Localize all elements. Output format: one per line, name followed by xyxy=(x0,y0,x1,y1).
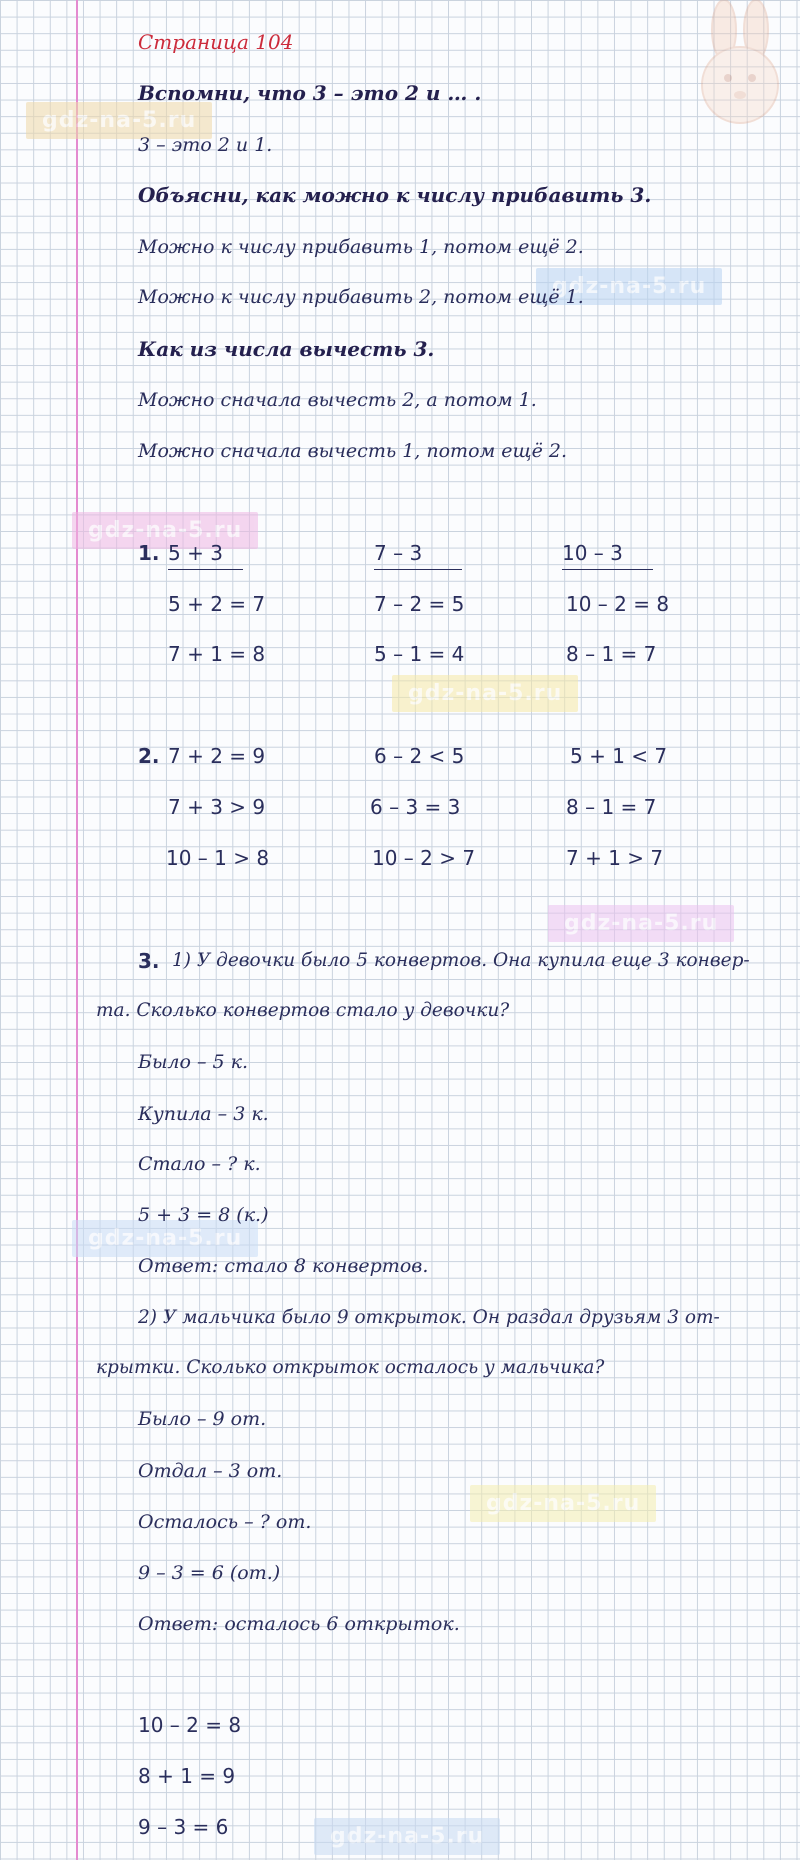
task-3-part-1-given-1: Было – 5 к. xyxy=(138,1051,249,1073)
watermark: gdz-na-5.ru xyxy=(72,1220,258,1257)
task-1-col-2-line-2: 5 – 1 = 4 xyxy=(374,642,465,666)
answer-3-2: Можно сначала вычесть 1, потом ещё 2. xyxy=(138,440,567,462)
watermark: gdz-na-5.ru xyxy=(26,102,212,139)
task-2-col-3-row-2: 8 – 1 = 7 xyxy=(566,795,657,819)
task-1-col-1-head xyxy=(168,541,243,570)
task-3-part-1-solution: 5 + 3 = 8 (к.) xyxy=(138,1204,269,1226)
task-2-col-2-row-2: 6 – 3 = 3 xyxy=(370,795,461,819)
task-3-part-1-line-1: 1) У девочки было 5 конвертов. Она купила еще 3 конвер- xyxy=(172,950,750,971)
bunny-logo-icon xyxy=(684,0,794,130)
task-1-col-2-head-text: 7 – 3 xyxy=(374,541,462,570)
task-1-col-3-head-text: 10 – 3 xyxy=(562,541,653,570)
task-3-part-2-given-1: Было – 9 от. xyxy=(138,1408,267,1430)
task-4-row-1: 10 – 2 = 8 xyxy=(138,1713,242,1737)
task-1-col-3-line-1: 10 – 2 = 8 xyxy=(566,592,670,616)
margin-line xyxy=(76,0,78,1860)
task-3-part-1-answer: Ответ: стало 8 конвертов. xyxy=(138,1255,429,1277)
task-4-row-3: 9 – 3 = 6 xyxy=(138,1815,229,1839)
task-1-col-3-head xyxy=(562,541,653,570)
task-3-part-1-given-2: Купила – 3 к. xyxy=(138,1103,269,1125)
task-3-part-2-given-2: Отдал – 3 от. xyxy=(138,1460,283,1482)
watermark: gdz-na-5.ru xyxy=(548,905,734,942)
task-2-col-1-row-1: 7 + 2 = 9 xyxy=(168,744,266,768)
task-2-number: 2. xyxy=(138,744,160,768)
page-title: Страница 104 xyxy=(138,30,294,54)
watermark: gdz-na-5.ru xyxy=(392,675,578,712)
answer-2-2: Можно к числу прибавить 2, потом ещё 1. xyxy=(138,286,584,308)
watermark: gdz-na-5.ru xyxy=(314,1818,500,1855)
task-3-part-2-given-3: Осталось – ? от. xyxy=(138,1511,312,1533)
task-2-col-2-row-1: 6 – 2 < 5 xyxy=(374,744,465,768)
task-3-part-2-answer: Ответ: осталось 6 открыток. xyxy=(138,1613,460,1635)
watermark: gdz-na-5.ru xyxy=(72,512,258,549)
question-1: Вспомни, что 3 – это 2 и … . xyxy=(138,81,482,105)
watermark: gdz-na-5.ru xyxy=(470,1485,656,1522)
task-2-col-3-row-1: 5 + 1 < 7 xyxy=(570,744,668,768)
task-1-col-1-head-text: 5 + 3 xyxy=(168,541,243,570)
answer-3-1: Можно сначала вычесть 2, а потом 1. xyxy=(138,389,537,411)
task-2-col-1-row-3: 10 – 1 > 8 xyxy=(166,846,270,870)
answer-1: 3 – это 2 и 1. xyxy=(138,134,273,156)
task-3-part-2-line-1: 2) У мальчика было 9 открыток. Он раздал друзьям 3 от- xyxy=(138,1307,720,1328)
task-2-col-2-row-3: 10 – 2 > 7 xyxy=(372,846,476,870)
task-3-number: 3. xyxy=(138,949,160,973)
task-1-col-3-line-2: 8 – 1 = 7 xyxy=(566,642,657,666)
task-1-col-2-head xyxy=(374,541,462,570)
task-3-part-1-given-3: Стало – ? к. xyxy=(138,1153,261,1175)
task-1-col-2-line-1: 7 – 2 = 5 xyxy=(374,592,465,616)
task-3-part-2-line-2: крытки. Сколько открыток осталось у мальчика? xyxy=(96,1357,605,1378)
task-1-col-1-line-1: 5 + 2 = 7 xyxy=(168,592,266,616)
task-3-part-1-line-2: та. Сколько конвертов стало у девочки? xyxy=(96,1000,510,1021)
task-4-row-2: 8 + 1 = 9 xyxy=(138,1764,236,1788)
task-2-col-1-row-2: 7 + 3 > 9 xyxy=(168,795,266,819)
question-2: Объясни, как можно к числу прибавить 3. xyxy=(138,183,652,207)
question-3: Как из числа вычесть 3. xyxy=(138,337,435,361)
watermark: gdz-na-5.ru xyxy=(536,268,722,305)
answer-2-1: Можно к числу прибавить 1, потом ещё 2. xyxy=(138,236,584,258)
task-2-col-3-row-3: 7 + 1 > 7 xyxy=(566,846,664,870)
task-1-col-1-line-2: 7 + 1 = 8 xyxy=(168,642,266,666)
task-1-number: 1. xyxy=(138,541,160,565)
task-3-part-2-solution: 9 – 3 = 6 (от.) xyxy=(138,1562,281,1584)
